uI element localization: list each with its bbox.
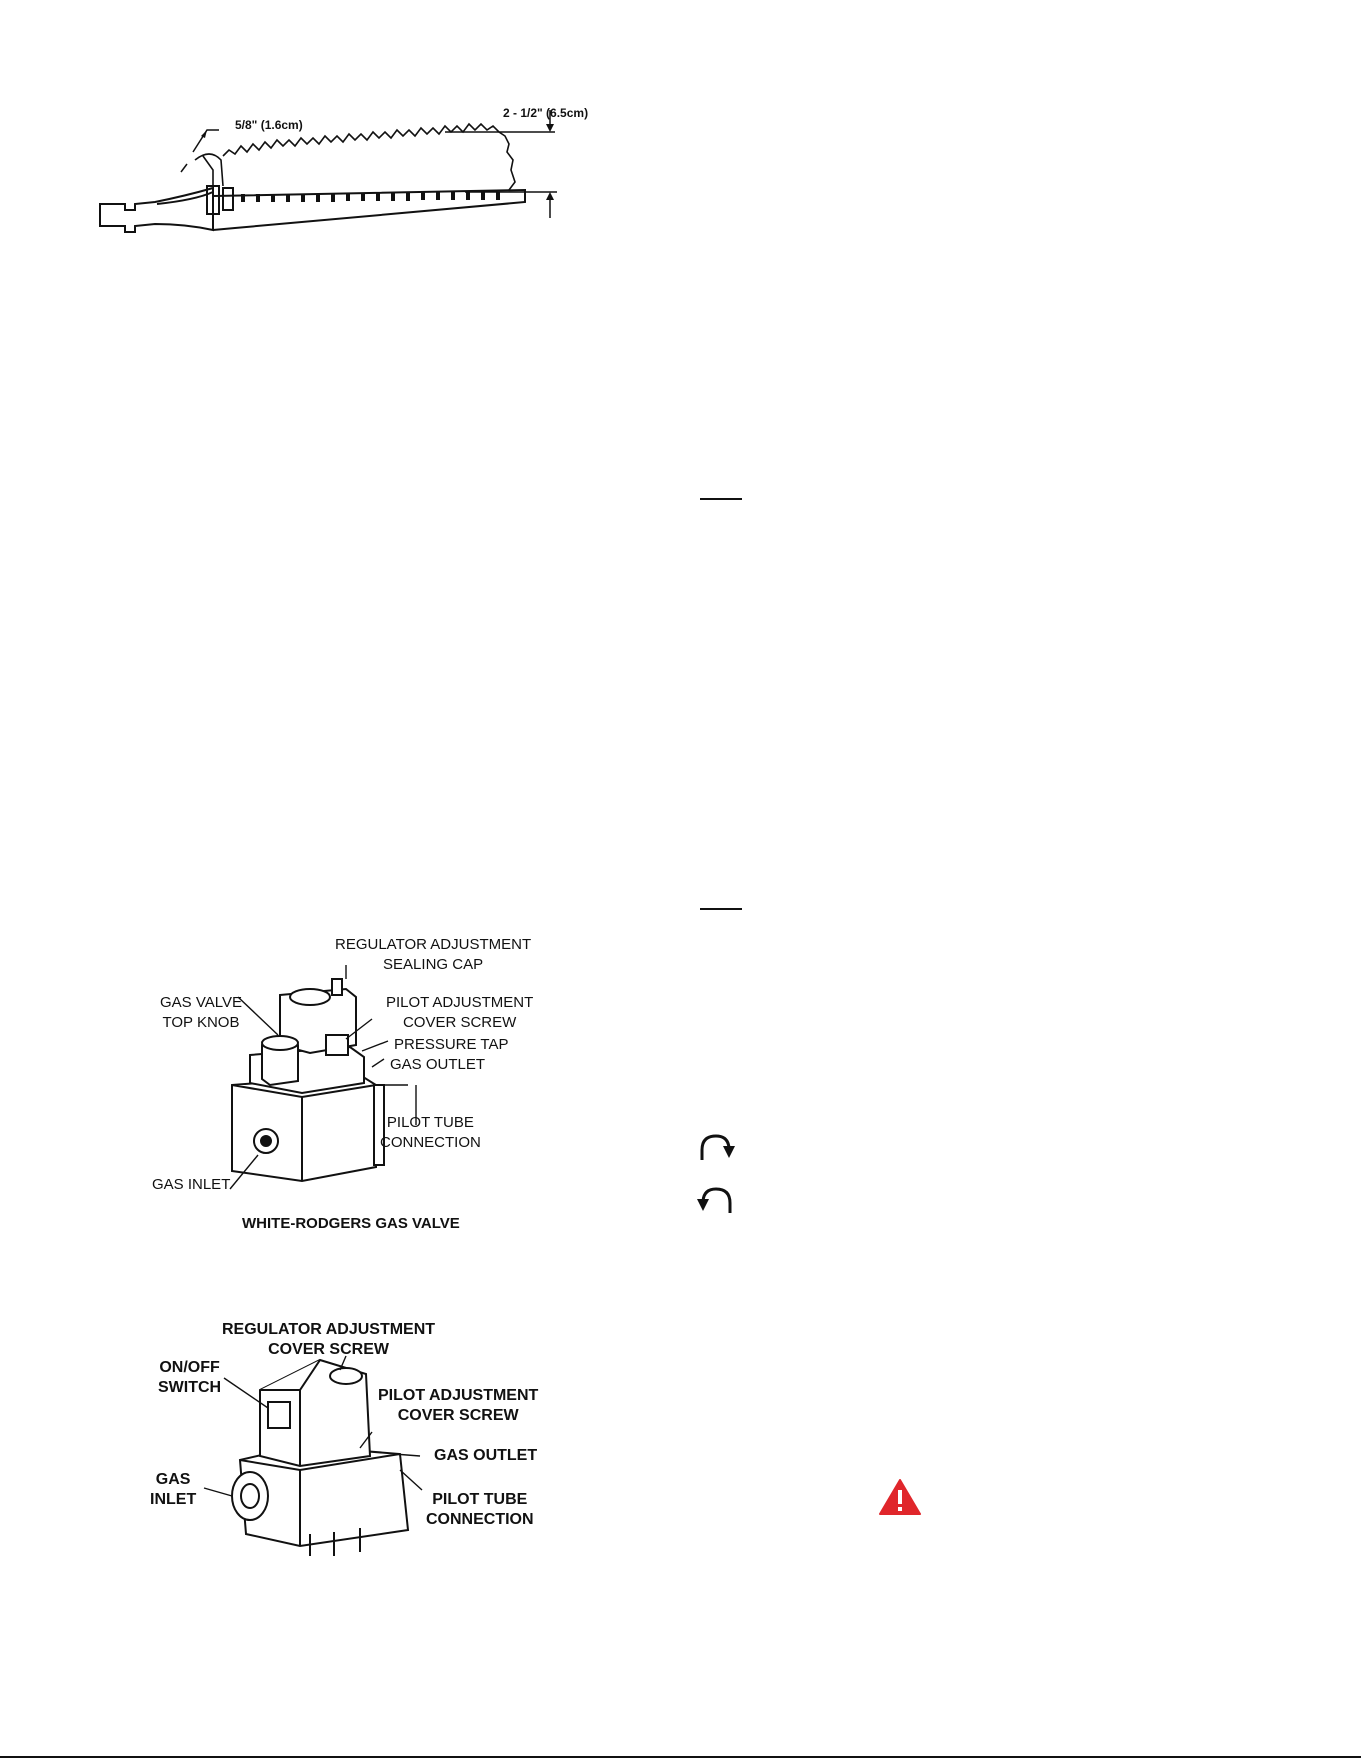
gas-valve-top-knob-label: GAS VALVE TOP KNOB [160, 994, 242, 1031]
gas-inlet-label: GAS INLET [152, 1176, 231, 1193]
regulator-cover-screw-label: REGULATOR ADJUSTMENT COVER SCREW [222, 1321, 436, 1358]
white-rodgers-caption: WHITE-RODGERS GAS VALVE [242, 1215, 460, 1232]
gas-outlet-label-2: GAS OUTLET [434, 1447, 538, 1464]
gas-outlet-label: GAS OUTLET [390, 1056, 486, 1073]
burner-flame-figure [95, 100, 615, 240]
pilot-tube-connection-label: PILOT TUBE CONNECTION [380, 1114, 481, 1151]
regulator-sealing-cap-label: REGULATOR ADJUSTMENT SEALING CAP [335, 936, 532, 973]
on-off-switch-label: ON/OFF SWITCH [158, 1359, 222, 1396]
burner-drawing [95, 100, 615, 240]
warning-triangle-icon [878, 1478, 922, 1516]
second-valve-figure [150, 1320, 570, 1560]
gas-inlet-label-2: GAS INLET [150, 1471, 197, 1508]
flame-cone-dimension: 5/8" (1.6cm) [235, 118, 303, 132]
section-rule-1 [700, 498, 742, 500]
pilot-adjustment-cover-screw-label: PILOT ADJUSTMENT COVER SCREW [386, 994, 534, 1031]
pilot-tube-connection-label-2: PILOT TUBE CONNECTION [426, 1491, 534, 1528]
page-bottom-rule [0, 1756, 1361, 1758]
counterclockwise-arrow-icon [696, 1183, 736, 1219]
pressure-tap-label: PRESSURE TAP [394, 1036, 509, 1053]
section-rule-2 [700, 908, 742, 910]
white-rodgers-valve-drawing [150, 935, 550, 1245]
white-rodgers-valve-figure [150, 935, 550, 1245]
pilot-adjustment-cover-screw-label-2: PILOT ADJUSTMENT COVER SCREW [378, 1387, 539, 1424]
flame-height-dimension: 2 - 1/2" (6.5cm) [503, 106, 589, 120]
clockwise-arrow-icon [696, 1130, 736, 1166]
